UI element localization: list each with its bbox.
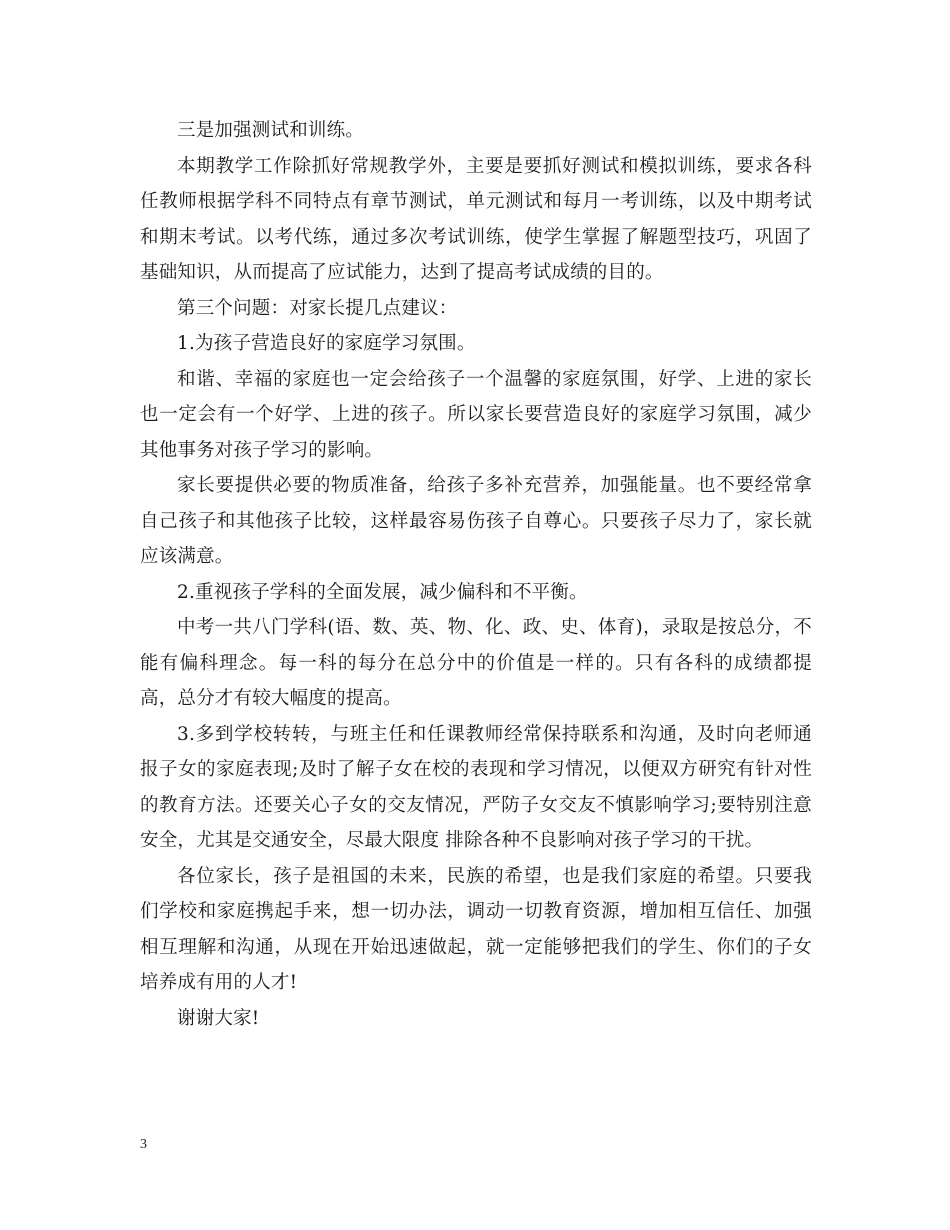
paragraph-suggestion-3: 3.多到学校转转，与班主任和任课教师经常保持联系和沟通，及时向老师通报子女的家庭表现;及时了解子女在校的表现和学习情况，以便双方研究有针对性的教育方法。还要关心子女的交友情况，严防子女交友不慎影响学习;要特别注意安全，尤其是交通安全，尽最大限度 排除各种不良影响对孩子学习的干扰。 (140, 723, 812, 851)
paragraph-suggestion-2-body: 中考一共八门学科(语、数、英、物、化、政、史、体育)，录取是按总分，不能有偏科理念。每一科的每分在总分中的价值是一样的。只有各科的成绩都提高，总分才有较大幅度的提高。 (140, 617, 812, 709)
document-body (140, 113, 812, 1036)
paragraph-testing-heading: 三是加强测试和训练。 (177, 120, 365, 141)
page-number: 3 (140, 1137, 147, 1152)
paragraph-suggestion-1-body-b: 家长要提供必要的物质准备，给孩子多补充营养，加强能量。也不要经常拿自己孩子和其他孩子比较，这样最容易伤孩子自尊心。只要孩子尽力了，家长就应该满意。 (140, 475, 812, 567)
paragraph-testing-body: 本期教学工作除抓好常规教学外，主要是要抓好测试和模拟训练，要求各科任教师根据学科不同特点有章节测试，单元测试和每月一考训练，以及中期考试和期末考试。以考代练，通过多次考试训练，使学生掌握了解题型技巧，巩固了基础知识，从而提高了应试能力，达到了提高考试成绩的目的。 (140, 155, 812, 283)
paragraph-thanks: 谢谢大家! (177, 1007, 260, 1029)
paragraph-third-question: 第三个问题：对家长提几点建议： (177, 297, 458, 319)
paragraph-suggestion-2-title: 2.重视孩子学科的全面发展，减少偏科和不平衡。 (177, 581, 588, 603)
paragraph-suggestion-1-body-a: 和谐、幸福的家庭也一定会给孩子一个温馨的家庭氛围，好学、上进的家长也一定会有一个好学、上进的孩子。所以家长要营造良好的家庭学习氛围，减少其他事务对孩子学习的影响。 (140, 368, 812, 461)
paragraph-suggestion-1-title: 1.为孩子营造良好的家庭学习氛围。 (177, 333, 476, 354)
paragraph-closing: 各位家长，孩子是祖国的未来，民族的希望，也是我们家庭的希望。只要我们学校和家庭携起手来，想一切办法，调动一切教育资源，增加相互信任、加强相互理解和沟通，从现在开始迅速做起，就一定能够把我们的学生、你们的子女培养成有用的人才! (140, 865, 812, 993)
